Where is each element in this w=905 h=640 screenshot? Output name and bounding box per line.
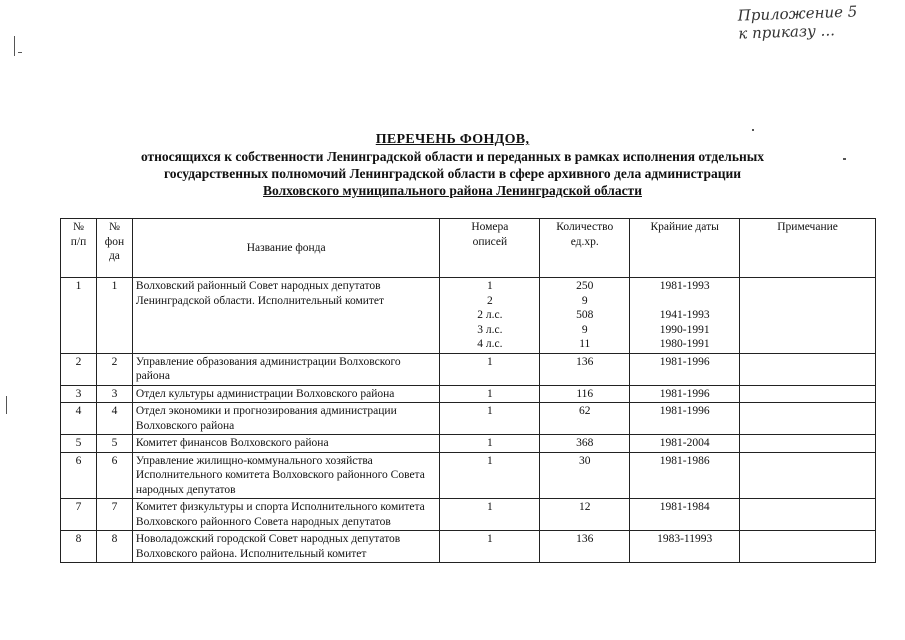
table-row [61, 353, 876, 385]
cell-inventory [440, 531, 540, 563]
cell-inventory [440, 385, 540, 403]
cell-inventory-value: 4 л.с. [477, 338, 503, 350]
funds-table [60, 218, 876, 563]
cell-dates [630, 499, 740, 531]
cell-num: 6 [61, 452, 97, 499]
header-dates: Крайние даты [630, 219, 740, 278]
cell-num: 4 [61, 403, 97, 435]
cell-quantity [540, 353, 630, 385]
table-row [61, 278, 876, 354]
cell-name: Отдел культуры администрации Волховского района [132, 385, 440, 403]
cell-inventory-value: 1 [486, 280, 493, 292]
cell-num: 3 [61, 385, 97, 403]
cell-quantity [540, 531, 630, 563]
cell-inventory [440, 353, 540, 385]
title-line-3: государственных полномочий Ленинградской области в сфере архивного дела администрации [163, 166, 742, 181]
cell-fund: 2 [96, 353, 132, 385]
cell-note [740, 385, 876, 403]
cell-inventory-value: 3 л.с. [477, 323, 503, 336]
cell-dates-value: 1983-11993 [657, 533, 713, 545]
cell-inventory-value: 2 [486, 294, 493, 307]
cell-dates [630, 531, 740, 563]
cell-dates-value: 1981-1993 [659, 280, 710, 292]
header-quantity: Количество ед.хр. [540, 219, 630, 278]
cell-name: Волховский районный Совет народных депутатов Ленинградской области. Исполнительный комитет [132, 278, 440, 354]
cell-note [740, 353, 876, 385]
cell-num: 8 [61, 531, 97, 563]
header-num: № п/п [61, 219, 97, 278]
cell-num: 1 [61, 278, 97, 354]
cell-quantity-value: 62 [579, 405, 591, 417]
cell-dates-value: 1981-1996 [659, 387, 710, 400]
cell-dates-value [633, 294, 736, 309]
cell-quantity [540, 278, 630, 354]
document-title [40, 131, 865, 199]
cell-name: Комитет физкультуры и спорта Исполнительного комитета Волховского районного Совета народных депутатов [132, 499, 440, 531]
cell-inventory-value: 1 [486, 454, 493, 467]
cell-fund: 5 [96, 435, 132, 453]
scan-mark [18, 52, 22, 53]
cell-quantity-value: 30 [579, 454, 591, 467]
cell-inventory-value: 1 [486, 437, 493, 449]
cell-quantity [540, 435, 630, 453]
cell-dates-value: 1990-1991 [659, 323, 710, 336]
table-row [61, 385, 876, 403]
header-inventory: Номера описей [440, 219, 540, 278]
cell-dates [630, 452, 740, 499]
cell-inventory-value: 1 [486, 405, 493, 417]
cell-dates [630, 385, 740, 403]
header-name: Название фонда [132, 219, 440, 278]
table-row [61, 403, 876, 435]
cell-inventory [440, 403, 540, 435]
cell-dates-value: 1981-1996 [659, 405, 710, 417]
cell-name: Комитет финансов Волховского района [132, 435, 440, 453]
cell-name: Управление жилищно-коммунального хозяйства Исполнительного комитета Волховского районного Совета народных депутатов [132, 452, 440, 499]
table-header-row [61, 219, 876, 278]
cell-quantity-value: 12 [579, 501, 591, 513]
cell-fund: 4 [96, 403, 132, 435]
cell-note [740, 452, 876, 499]
cell-num: 7 [61, 499, 97, 531]
cell-inventory-value: 1 [486, 355, 493, 368]
cell-dates-value: 1981-2004 [659, 437, 710, 449]
cell-inventory [440, 435, 540, 453]
cell-dates-value: 1981-1996 [659, 355, 710, 368]
cell-dates [630, 278, 740, 354]
cell-note [740, 499, 876, 531]
cell-dates-value: 1941-1993 [659, 309, 710, 321]
title-line-2: относящихся к собственности Ленинградской области и переданных в рамках исполнения отдельных [140, 149, 765, 164]
cell-inventory [440, 278, 540, 354]
cell-inventory-value: 1 [486, 533, 493, 545]
cell-quantity [540, 403, 630, 435]
cell-fund: 8 [96, 531, 132, 563]
handwritten-note [737, 1, 888, 42]
handwritten-note-line2: к приказу ... [738, 21, 836, 43]
cell-note [740, 403, 876, 435]
cell-quantity-value: 116 [576, 387, 594, 400]
title-line-4: Волховского муниципального района Ленинградской области [263, 183, 642, 198]
table-row [61, 531, 876, 563]
cell-note [740, 531, 876, 563]
cell-fund: 3 [96, 385, 132, 403]
cell-quantity [540, 385, 630, 403]
cell-quantity-value: 250 [576, 280, 594, 292]
cell-dates [630, 353, 740, 385]
cell-name: Отдел экономики и прогнозирования администрации Волховского района [132, 403, 440, 435]
cell-quantity-value: 136 [576, 533, 594, 545]
title-line-1: ПЕРЕЧЕНЬ ФОНДОВ, [375, 132, 530, 147]
cell-fund: 7 [96, 499, 132, 531]
handwritten-note-line1: Приложение 5 [737, 2, 858, 25]
cell-num: 2 [61, 353, 97, 385]
cell-dates [630, 435, 740, 453]
header-fund: № фон да [96, 219, 132, 278]
cell-quantity-value: 368 [576, 437, 594, 449]
cell-inventory-value: 2 л.с. [477, 309, 503, 321]
cell-name: Управление образования администрации Волховского района [132, 353, 440, 385]
cell-dates-value: 1981-1984 [659, 501, 710, 513]
cell-inventory [440, 499, 540, 531]
cell-note [740, 435, 876, 453]
cell-inventory-value: 1 [486, 501, 493, 513]
cell-fund: 6 [96, 452, 132, 499]
cell-dates-value: 1981-1986 [659, 454, 710, 467]
scan-mark [14, 36, 15, 56]
cell-quantity-value: 9 [581, 323, 588, 336]
cell-dates [630, 403, 740, 435]
cell-quantity-value: 508 [576, 309, 594, 321]
cell-num: 5 [61, 435, 97, 453]
cell-quantity [540, 452, 630, 499]
table-row [61, 435, 876, 453]
cell-inventory [440, 452, 540, 499]
cell-note [740, 278, 876, 354]
header-note: Примечание [740, 219, 876, 278]
table-row [61, 499, 876, 531]
cell-quantity-value: 11 [579, 338, 591, 350]
cell-quantity-value: 136 [576, 355, 594, 368]
cell-fund: 1 [96, 278, 132, 354]
scan-mark [6, 396, 7, 414]
cell-quantity-value: 9 [581, 294, 588, 307]
table-row [61, 452, 876, 499]
cell-inventory-value: 1 [486, 387, 493, 400]
cell-quantity [540, 499, 630, 531]
cell-dates-value: 1980-1991 [659, 338, 710, 350]
cell-name: Новоладожский городской Совет народных депутатов Волховского района. Исполнительный комитет [132, 531, 440, 563]
